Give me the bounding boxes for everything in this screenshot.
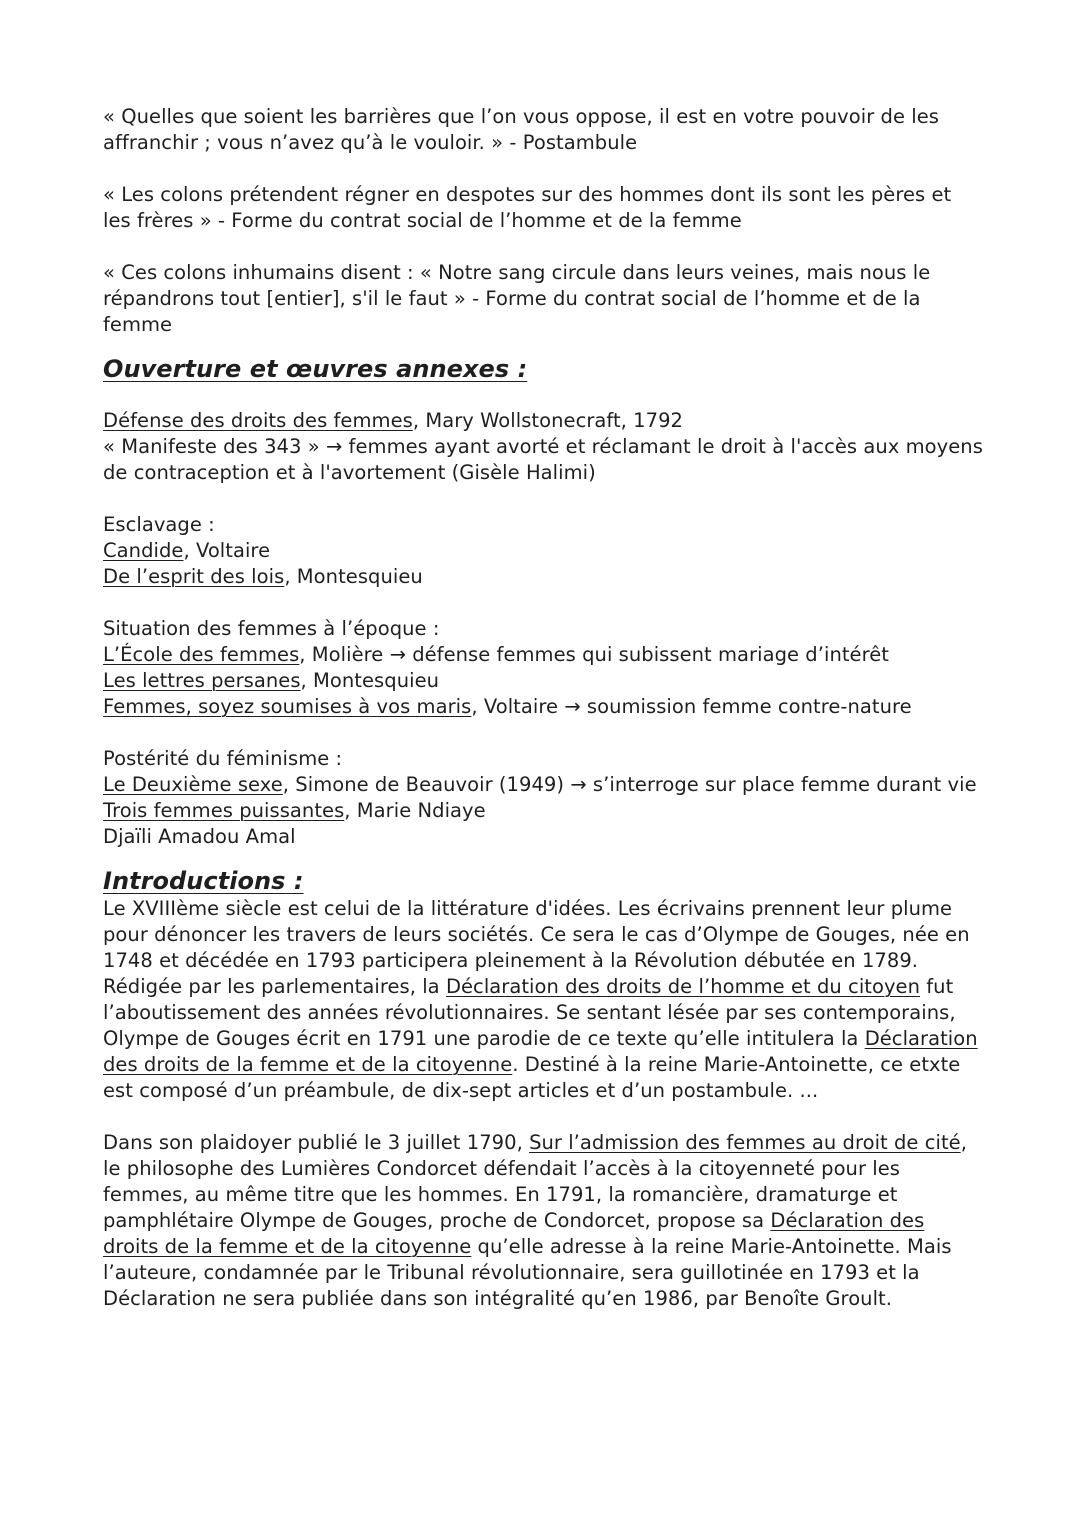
ouverture-esclavage xyxy=(103,512,983,590)
list-item: Les lettres persanes, Montesquieu xyxy=(103,669,440,692)
work-title: Déclaration des droits de l’homme et du citoyen xyxy=(445,975,921,998)
group-label: Esclavage : xyxy=(103,513,215,536)
heading-ouverture: Ouverture et œuvres annexes : xyxy=(103,355,528,383)
list-item: L’École des femmes, Molière → défense femmes qui subissent mariage d’intérêt xyxy=(103,643,889,666)
heading-introductions: Introductions : xyxy=(103,867,304,895)
work-title: Sur l’admission des femmes au droit de cité xyxy=(529,1131,961,1154)
list-item: De l’esprit des lois, Montesquieu xyxy=(103,565,423,588)
list-item: Le Deuxième sexe, Simone de Beauvoir (1949) → s’interroge sur place femme durant vie xyxy=(103,773,977,796)
manifeste-343: « Manifeste des 343 » → femmes ayant avorté et réclamant le droit à l'accès aux moyens de contraception et à l'avortement (Gisèle Halimi) xyxy=(103,435,983,484)
list-item: Djaïli Amadou Amal xyxy=(103,825,296,848)
ouverture-situation xyxy=(103,616,983,720)
work-title: Défense des droits des femmes xyxy=(103,409,413,432)
intro-paragraph-2: Dans son plaidoyer publié le 3 juillet 1790, Sur l’admission des femmes au droit de cité, le philosophe des Lumières Condorcet défendait l’accès à la citoyenneté pour les femmes, au même titre que les hommes. En 1791, la romancière, dramaturge et pamphlétaire Olympe de Gouges, proche de Condorcet, propose sa Déclaration des droits de la femme et de la citoyenne qu’elle adresse à la reine Marie-Antoinette. Mais l’auteure, condamnée par le Tribunal révolutionnaire, sera guillotinée en 1793 et la Déclaration ne sera publiée dans son intégralité qu’en 1986, par Benoîte Groult. xyxy=(103,1131,967,1310)
quote-colons-despotes: « Les colons prétendent régner en despotes sur des hommes dont ils sont les pères et les frères » - Forme du contrat social de l’homme et de la femme xyxy=(103,183,952,232)
group-label: Situation des femmes à l’époque : xyxy=(103,617,440,640)
ouverture-posterite xyxy=(103,746,983,850)
quote-postambule: « Quelles que soient les barrières que l’on vous oppose, il est en votre pouvoir de les affranchir ; vous n’avez qu’à le vouloir. » - Postambule xyxy=(103,105,939,154)
document-page xyxy=(103,104,983,1312)
ouverture-group-1 xyxy=(103,408,983,486)
list-item: Femmes, soyez soumises à vos maris, Voltaire → soumission femme contre-nature xyxy=(103,695,912,718)
group-label: Postérité du féminisme : xyxy=(103,747,343,770)
work-defense-droits-femmes: Défense des droits des femmes, Mary Wollstonecraft, 1792 xyxy=(103,409,683,432)
intro-paragraph-1: Le XVIIIème siècle est celui de la littérature d'idées. Les écrivains prennent leur plume pour dénoncer les travers de leurs sociétés. Ce sera le cas d’Olympe de Gouges, née en 1748 et décédée en 1793 participera pleinement à la Révolution débutée en 1789. Rédigée par les parlementaires, la Déclaration des droits de l’homme et du citoyen fut l’aboutissement des années révolutionnaires. Se sentant lésée par ses contemporains, Olympe de Gouges écrit en 1791 une parodie de ce texte qu’elle intitulera la Déclaration des droits de la femme et de la citoyenne. Destiné à la reine Marie-Antoinette, ce etxte est composé d’un préambule, de dix-sept articles et d’un postambule. ... xyxy=(103,897,978,1102)
list-item: Trois femmes puissantes, Marie Ndiaye xyxy=(103,799,486,822)
work-title: Déclaration des droits de la femme et de la citoyenne xyxy=(103,1209,925,1258)
quote-colons-inhumains: « Ces colons inhumains disent : « Notre sang circule dans leurs veines, mais nous le répandrons tout [entier], s'il le faut » - Forme du contrat social de l’homme et de la femme xyxy=(103,261,931,336)
work-title: Déclaration des droits de la femme et de la citoyenne xyxy=(103,1027,978,1076)
list-item: Candide, Voltaire xyxy=(103,539,271,562)
